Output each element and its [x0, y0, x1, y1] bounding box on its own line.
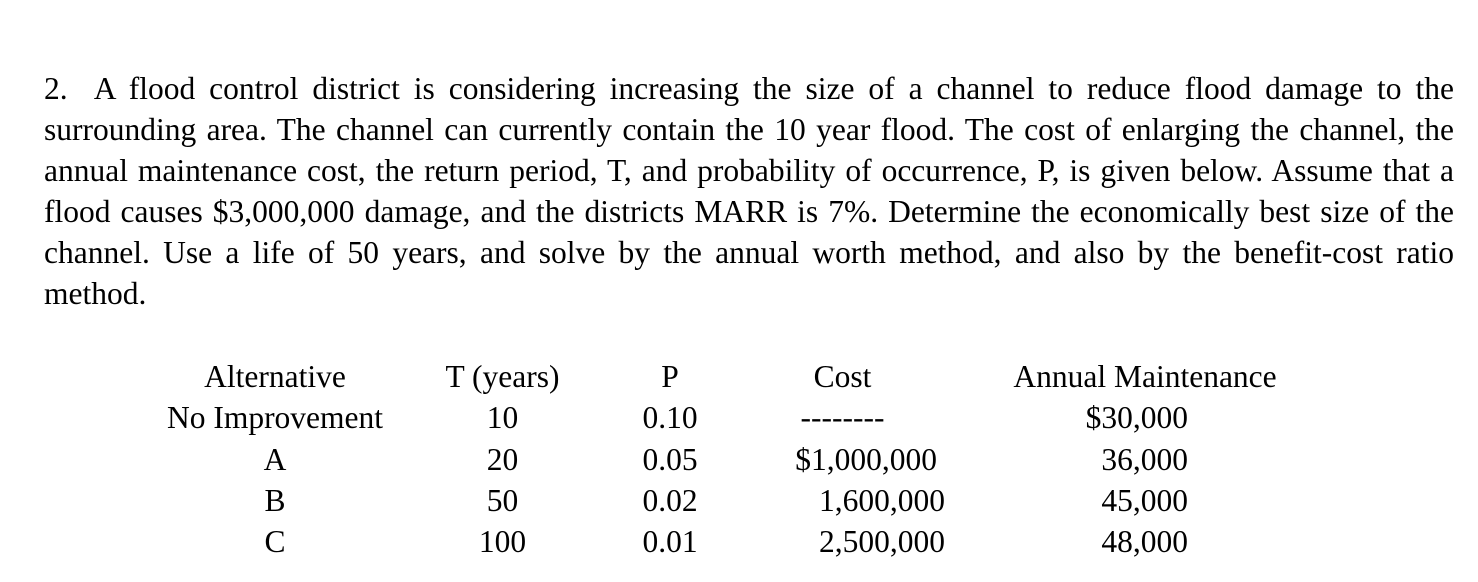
table-row — [0, 397, 1478, 438]
cell-alternative: A — [263, 442, 287, 477]
cell-alternative: No Improvement — [166, 400, 384, 435]
table-row — [0, 480, 1478, 521]
table-header-row — [0, 356, 1478, 397]
header-maintenance: Annual Maintenance — [1013, 359, 1277, 394]
cell-p: 0.01 — [642, 524, 698, 559]
cell-cost: $1,000,000 — [795, 442, 937, 477]
cell-maintenance: 48,000 — [1101, 524, 1188, 559]
header-alternative: Alternative — [204, 359, 346, 394]
cell-maintenance: 36,000 — [1101, 442, 1188, 477]
cell-t: 50 — [486, 483, 519, 518]
cell-p: 0.10 — [642, 400, 698, 435]
header-cost: Cost — [813, 359, 872, 394]
cell-alternative: B — [264, 483, 286, 518]
cell-t: 10 — [486, 400, 519, 435]
cell-t: 100 — [478, 524, 527, 559]
cell-t: 20 — [486, 442, 519, 477]
problem-statement — [44, 68, 1454, 314]
header-t: T (years) — [445, 359, 560, 394]
problem-text: A flood control district is considering increasing the size of a channel to reduce flood damage to the surrounding area. The channel can currently contain the 10 year flood. The cost of enlarging the channel, the annual maintenance cost, the return period, T, and probability of occurrence, P, is given below. Assume that a flood causes $3,000,000 damage, and the districts MARR is 7%. Determine the economically best size of the channel. Use a life of 50 years, and solve by the annual worth method, and also by the benefit-cost ratio method. — [44, 71, 1454, 311]
problem-number: 2. — [44, 71, 68, 106]
cell-cost: 1,600,000 — [819, 483, 945, 518]
table-row — [0, 439, 1478, 480]
cell-maintenance: $30,000 — [1085, 400, 1188, 435]
cell-cost: -------- — [800, 400, 885, 435]
cell-maintenance: 45,000 — [1101, 483, 1188, 518]
cell-p: 0.02 — [642, 483, 698, 518]
cell-alternative: C — [264, 524, 286, 559]
cell-cost: 2,500,000 — [819, 524, 945, 559]
table-row — [0, 521, 1478, 562]
header-p: P — [661, 359, 679, 394]
cell-p: 0.05 — [642, 442, 698, 477]
